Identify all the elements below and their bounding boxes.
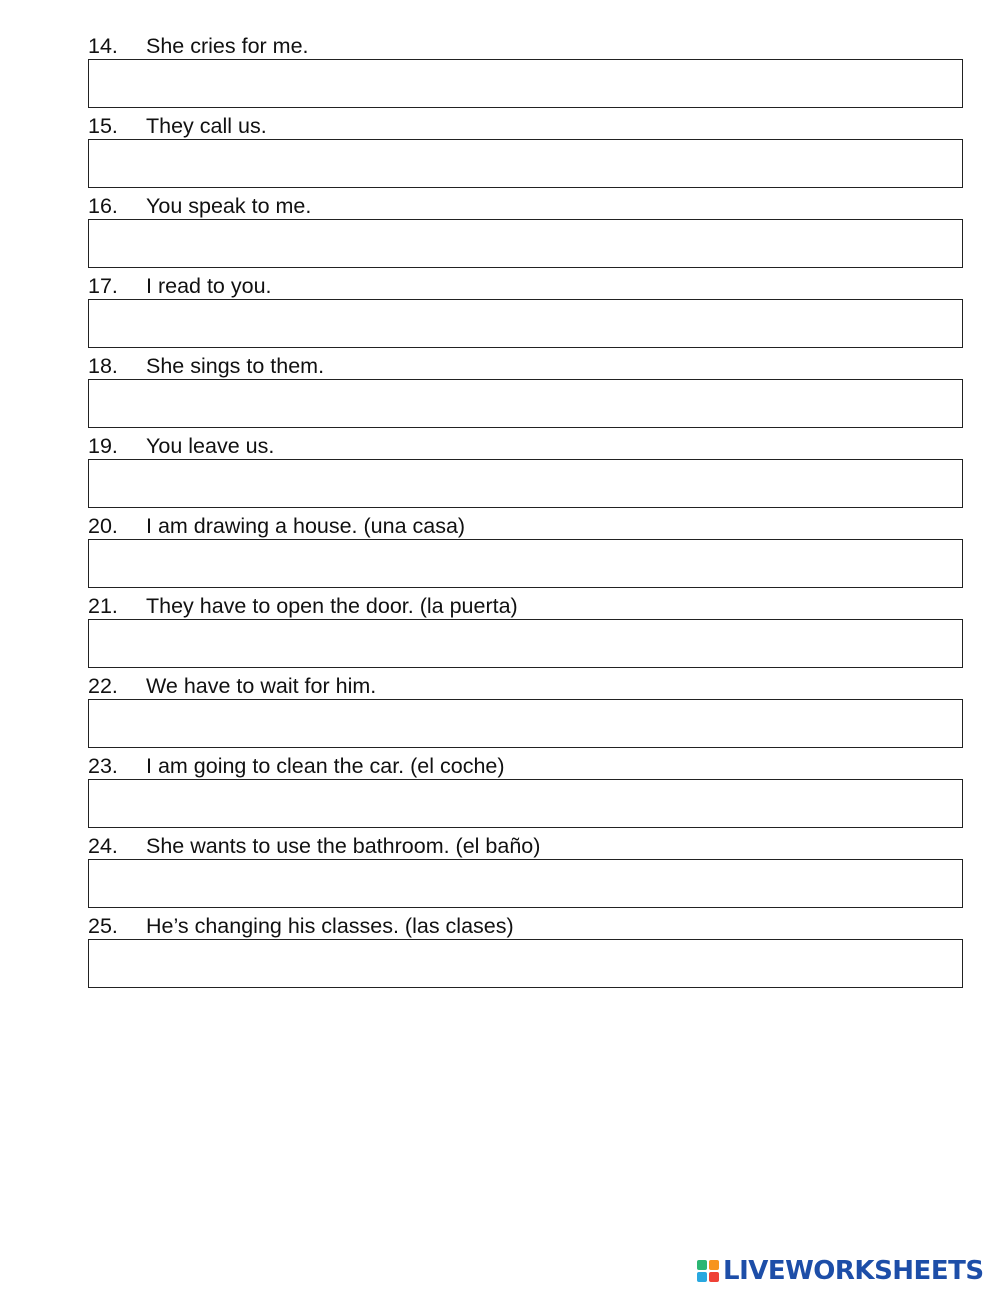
question-text: She sings to them.	[146, 354, 325, 378]
question-prompt	[88, 433, 274, 459]
question-number: 14.	[88, 34, 118, 58]
question-number: 21.	[88, 594, 118, 618]
question-prompt	[88, 193, 311, 219]
question-text: I read to you.	[146, 274, 272, 298]
answer-input-21[interactable]	[88, 619, 963, 668]
question-number: 18.	[88, 354, 118, 378]
logo-square-red	[709, 1272, 719, 1282]
question-prompt	[88, 913, 514, 939]
question-number: 23.	[88, 754, 118, 778]
question-number: 16.	[88, 194, 118, 218]
question-number: 20.	[88, 514, 118, 538]
logo-square-orange	[709, 1260, 719, 1270]
question-text: I am going to clean the car. (el coche)	[146, 754, 505, 778]
question-text: They have to open the door. (la puerta)	[146, 594, 518, 618]
question-number: 25.	[88, 914, 118, 938]
liveworksheets-logo	[697, 1254, 984, 1288]
question-text: They call us.	[146, 114, 267, 138]
question-text: She cries for me.	[146, 34, 309, 58]
question-text: I am drawing a house. (una casa)	[146, 514, 466, 538]
answer-input-22[interactable]	[88, 699, 963, 748]
answer-input-20[interactable]	[88, 539, 963, 588]
question-25	[88, 914, 963, 1007]
question-number: 24.	[88, 834, 118, 858]
question-text: He’s changing his classes. (las clases)	[146, 914, 514, 938]
answer-input-19[interactable]	[88, 459, 963, 508]
question-prompt	[88, 513, 465, 539]
question-prompt	[88, 593, 518, 619]
question-prompt	[88, 753, 505, 779]
answer-input-17[interactable]	[88, 299, 963, 348]
question-number: 19.	[88, 434, 118, 458]
logo-square-green	[697, 1260, 707, 1270]
question-number: 22.	[88, 674, 118, 698]
question-prompt	[88, 273, 272, 299]
logo-square-blue	[697, 1272, 707, 1282]
answer-input-16[interactable]	[88, 219, 963, 268]
question-prompt	[88, 833, 540, 859]
question-prompt	[88, 113, 267, 139]
logo-text: LIVEWORKSHEETS	[723, 1256, 984, 1286]
question-number: 15.	[88, 114, 118, 138]
answer-input-24[interactable]	[88, 859, 963, 908]
question-prompt	[88, 673, 376, 699]
question-prompt	[88, 353, 324, 379]
answer-input-14[interactable]	[88, 59, 963, 108]
answer-input-25[interactable]	[88, 939, 963, 988]
question-text: We have to wait for him.	[146, 674, 377, 698]
question-text: You leave us.	[146, 434, 275, 458]
question-prompt	[88, 33, 309, 59]
question-number: 17.	[88, 274, 118, 298]
question-text: She wants to use the bathroom. (el baño)	[146, 834, 541, 858]
answer-input-23[interactable]	[88, 779, 963, 828]
liveworksheets-logo-icon	[697, 1260, 719, 1282]
answer-input-15[interactable]	[88, 139, 963, 188]
question-text: You speak to me.	[146, 194, 312, 218]
answer-input-18[interactable]	[88, 379, 963, 428]
